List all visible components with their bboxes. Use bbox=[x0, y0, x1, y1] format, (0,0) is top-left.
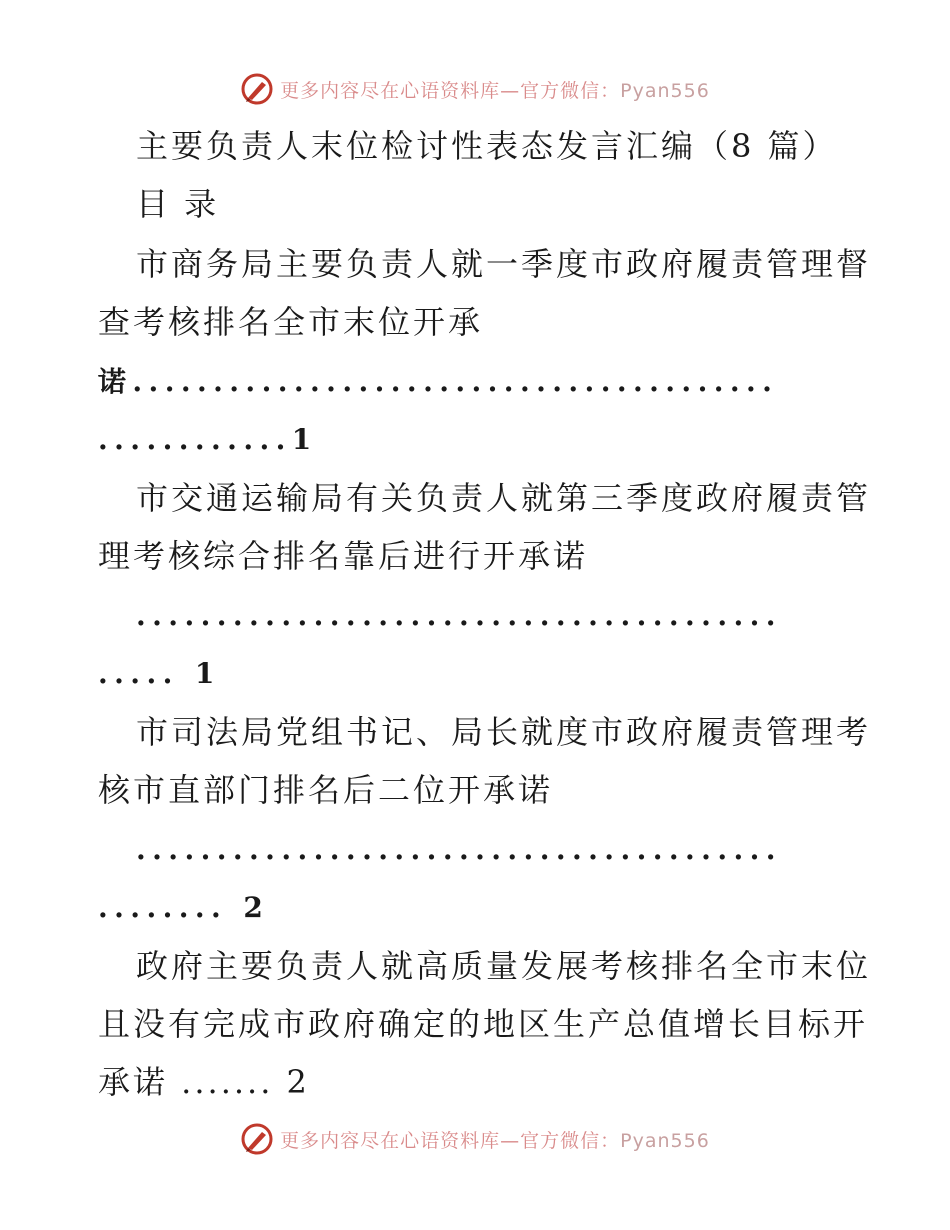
toc-entry-3-line-3: ........................................ bbox=[136, 833, 782, 866]
document-title: 主要负责人末位检讨性表态发言汇编（8 篇） bbox=[136, 127, 838, 165]
toc-entry-4-line-2: 且没有完成市政府确定的地区生产总值增长目标开 bbox=[98, 1005, 869, 1043]
toc-entry-2-line-3: ........................................ bbox=[136, 599, 782, 632]
toc-entry-1-line-1: 市商务局主要负责人就一季度市政府履责管理督 bbox=[136, 245, 872, 283]
toc-entry-3-line-2: 核市直部门排名后二位开承诺 bbox=[98, 771, 554, 809]
toc-entry-2-line-1: 市交通运输局有关负责人就第三季度政府履责管 bbox=[136, 479, 872, 517]
toc-entry-1-line-2: 查考核排名全市末位开承 bbox=[98, 303, 484, 341]
watermark-text bbox=[280, 76, 710, 103]
watermark-wechat-id: Pyan556 bbox=[620, 79, 710, 102]
watermark-footer bbox=[0, 1122, 950, 1156]
watermark-header bbox=[0, 72, 950, 106]
pen-logo-icon bbox=[240, 1122, 274, 1156]
toc-entry-3-page: ........ 2 bbox=[98, 891, 270, 924]
toc-heading: 目 录 bbox=[136, 185, 220, 223]
toc-entry-3-line-1: 市司法局党组书记、局长就度市政府履责管理考 bbox=[136, 713, 872, 751]
toc-entry-4-line-3: 承诺 ....... 2 bbox=[98, 1063, 310, 1101]
toc-entry-1-page: ............1 bbox=[98, 423, 318, 456]
toc-entry-4-line-1: 政府主要负责人就高质量发展考核排名全市末位 bbox=[136, 947, 872, 985]
watermark-text bbox=[280, 1126, 710, 1153]
watermark-wechat-id: Pyan556 bbox=[620, 1129, 710, 1152]
watermark-label: 更多内容尽在心语资料库—官方微信： bbox=[280, 79, 621, 102]
toc-entry-2-page: ..... 1 bbox=[98, 657, 221, 690]
watermark-label: 更多内容尽在心语资料库—官方微信： bbox=[280, 1129, 621, 1152]
pen-logo-icon bbox=[240, 72, 274, 106]
toc-entry-2-line-2: 理考核综合排名靠后进行开承诺 bbox=[98, 537, 589, 575]
toc-entry-1-line-3: 诺........................................ bbox=[98, 365, 779, 398]
